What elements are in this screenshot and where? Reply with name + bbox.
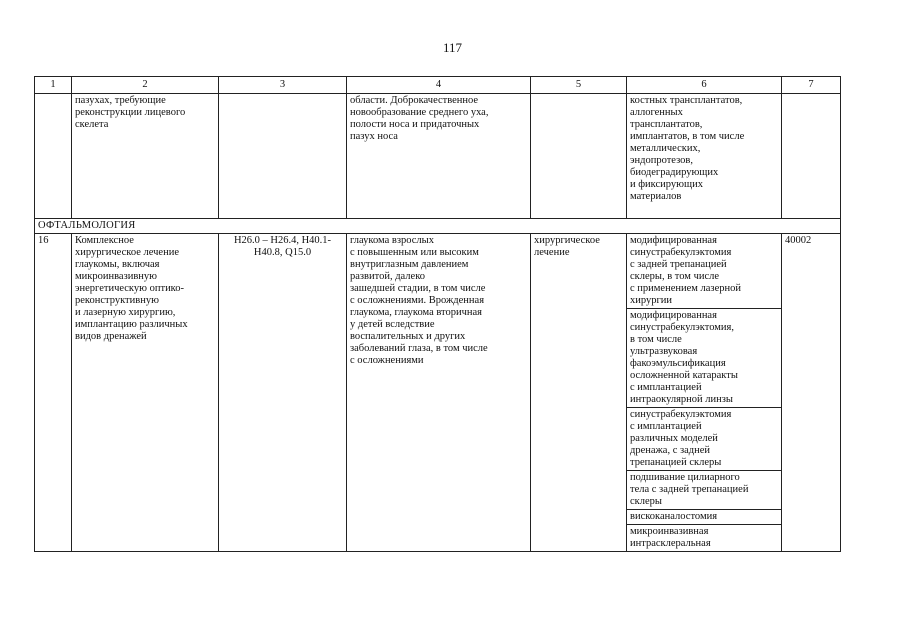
- patient-model: глаукома взрослых с повышенным или высоким внутриглазным давлением развитой, далеко зашедшей стадии, в том числе с осложнениями. Врожденная глаукома, глаукома вторичная у детей вследствие воспалительных и других заболеваний глаза, в том числе с осложнениями: [350, 235, 488, 366]
- row-16-method-1: [35, 234, 841, 309]
- method-1: модифицированная синустрабекулэктомия с задней трепанацией склеры, в том числе с применением лазерной хирургии: [630, 235, 741, 306]
- header-col-1: 1: [35, 77, 72, 94]
- icd-codes: H26.0 – H26.4, H40.1- H40.8, Q15.0: [233, 235, 332, 258]
- care-name: Комплексное хирургическое лечение глаукомы, включая микроинвазивную энергетическую оптико- реконструктивную и лазерную хирургию, имплантацию различных видов дренажей: [75, 235, 188, 342]
- row-number: 16: [35, 234, 72, 552]
- header-col-5: 5: [531, 77, 627, 94]
- header-col-6: 6: [627, 77, 782, 94]
- care-table: [34, 76, 841, 552]
- method-3: синустрабекулэктомия с имплантацией различных моделей дренажа, с задней трепанацией склеры: [630, 409, 732, 468]
- method-2: модифицированная синустрабекулэктомия, в том числе ультразвуковая факоэмульсификация осложненной катаракты с имплантацией интраокулярной линзы: [630, 310, 738, 405]
- treatment-type: хирургическое лечение: [534, 235, 600, 258]
- method-4: подшивание цилиарного тела с задней трепанацией склеры: [630, 472, 749, 507]
- section-title: ОФТАЛЬМОЛОГИЯ: [35, 219, 841, 234]
- continuation-name: пазухах, требующие реконструкции лицевого скелета: [75, 95, 186, 130]
- method-6: микроинвазивная интрасклеральная: [630, 526, 711, 549]
- header-col-2: 2: [72, 77, 219, 94]
- section-row: [35, 219, 841, 234]
- header-col-3: 3: [219, 77, 347, 94]
- page-number: 117: [442, 40, 463, 55]
- method-5: вискоканалостомия: [630, 511, 718, 522]
- continuation-model: области. Доброкачественное новообразование среднего уха, полости носа и придаточных пазух носа: [350, 95, 489, 142]
- header-col-7: 7: [782, 77, 841, 94]
- header-row: [35, 77, 841, 94]
- continuation-method: костных трансплантатов, аллогенных трансплантатов, имплантатов, в том числе металлических, эндопротезов, биодеградирующих и фиксирующих материалов: [630, 95, 745, 202]
- header-col-4: 4: [347, 77, 531, 94]
- continuation-row: [35, 94, 841, 219]
- cost-value: 40002: [782, 234, 841, 552]
